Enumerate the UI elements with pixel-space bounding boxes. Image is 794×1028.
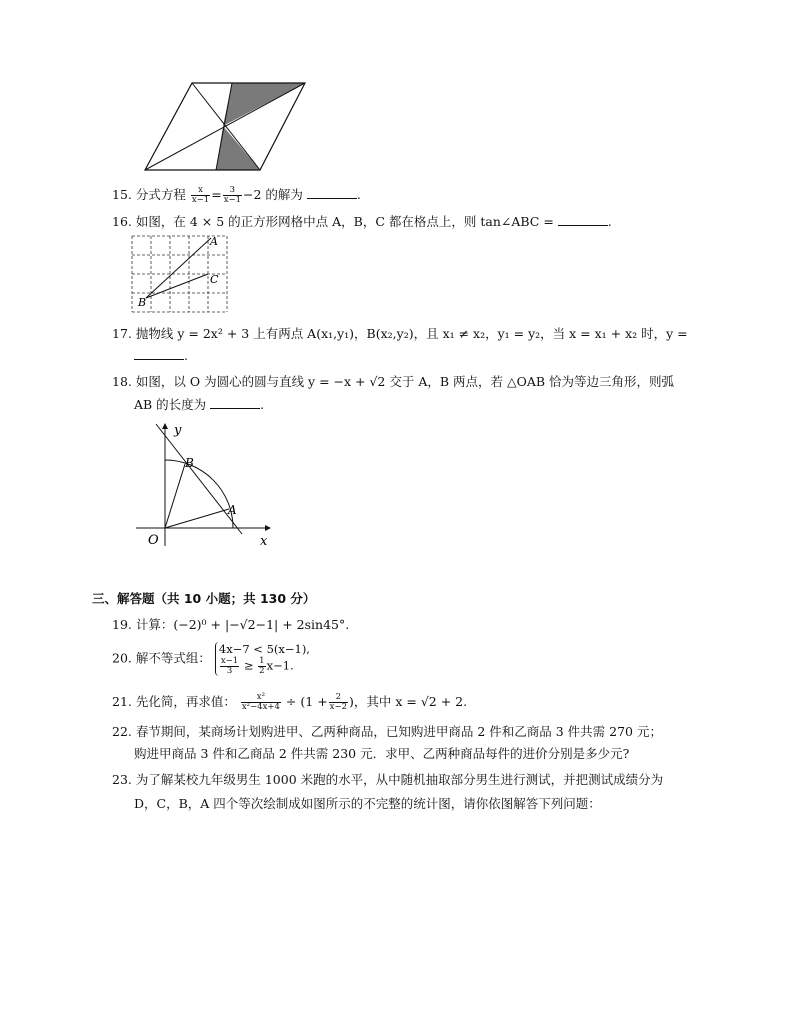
inequality-system: 4x−7 < 5(x−1), $\frac{x-1}{3}$ ≥ $\frac{1}{2}$ x−1. [215,642,310,676]
question-18 [112,373,674,391]
label-y: y [174,423,182,438]
question-text: 为了解某校九年级男生 1000 米跑的水平，从中随机抽取部分男生进行测试，并把测试成绩分为 [135,772,664,787]
question-number: 16. [112,214,132,229]
fraction: $\frac{\text{x²}}{\text{x²−4x+4}}$ [241,692,280,712]
question-text: 如图，以 O 为圆心的圆与直线 y = −x + √2 交于 A，B 两点，若 △OAB 恰为等边三角形，则弧 [135,374,675,389]
question-text: 抛物线 y = 2x² + 3 上有两点 A(x₁,y₁)，B(x₂,y₂)，且 x₁ ≠ x₂，y₁ = y₂，当 x = x₁ + x₂ 时，y = [135,326,688,341]
grid-figure [126,232,236,316]
question-text: D，C，B，A 四个等次绘制成如图所示的不完整的统计图，请你依图解答下列问题： [134,796,601,811]
question-text: AB 的长度为 [134,397,207,412]
question-21: 21. 先化简，再求值： $\frac{\text{x²}}{\text{x²−4x+4}}$ ÷ (1 + $\frac{2}{x-2}$ )，其中 x = √2 + 2. [112,692,468,712]
question-number: 15. [112,187,132,202]
question-number: 20. [112,650,132,666]
question-23 [112,771,663,789]
fraction: $\frac{3}{x-1}$ [223,185,242,205]
label-A: A [228,503,237,517]
label-B: B [185,456,194,470]
answer-blank[interactable] [210,396,260,409]
segment-OA [165,509,229,528]
question-number: 17. [112,326,132,341]
question-17 [112,325,688,343]
segment-BA [146,238,211,298]
question-17-line2: . [134,347,188,365]
question-number: 18. [112,374,132,389]
question-text: 解不等式组： [135,650,211,666]
question-23-line2 [134,795,601,813]
answer-blank[interactable] [134,347,184,360]
section-heading: 三、解答题（共 10 小题；共 130 分） [92,591,316,606]
label-O: O [148,533,159,548]
fraction: $\frac{1}{2}$ [259,656,265,676]
question-text: 购进甲商品 3 件和乙商品 2 件共需 230 元．求甲、乙两种商品每件的进价分别是多少元? [134,746,630,761]
question-22-line2 [134,745,629,763]
segment-BC [146,274,208,298]
question-text: 先化简，再求值： [135,694,236,709]
answer-blank[interactable] [558,213,608,226]
question-number: 21. [112,694,132,709]
parallelogram-figure [140,78,310,174]
question-18-line2: AB 的长度为 . [134,397,265,412]
question-text: 春节期间，某商场计划购进甲、乙两种商品，已知购进甲商品 2 件和乙商品 3 件共需 270 元； [135,724,662,739]
question-15: 15. 分式方程 $\frac{x}{x-1}$ = $\frac{3}{x-1}$ −2 的解为 . [112,185,361,205]
label-B: B [138,296,147,309]
question-number: 22. [112,724,132,739]
question-number: 23. [112,772,132,787]
question-text: 计算：(−2)⁰ + |−√2−1| + 2sin45°. [135,617,350,632]
label-C: C [210,273,219,286]
fraction: $\frac{2}{x-2}$ [329,692,347,712]
label-A: A [210,235,218,248]
fraction: $\frac{x-1}{3}$ [220,656,239,676]
question-16: 16. 如图，在 4 × 5 的正方形网格中点 A，B，C 都在格点上，则 tan∠ABC = . [112,214,612,229]
circle-line-figure [128,418,278,550]
question-number: 19. [112,617,132,632]
question-19 [112,616,349,634]
question-text: 如图，在 4 × 5 的正方形网格中点 A，B，C 都在格点上，则 tan∠ABC = [135,214,554,229]
segment-OB [165,464,185,528]
fraction: $\frac{x}{x-1}$ [191,185,210,205]
answer-blank[interactable] [307,186,357,199]
label-x: x [260,534,268,549]
question-22 [112,723,662,741]
question-text: 分式方程 [135,187,186,202]
question-20 [112,642,310,676]
